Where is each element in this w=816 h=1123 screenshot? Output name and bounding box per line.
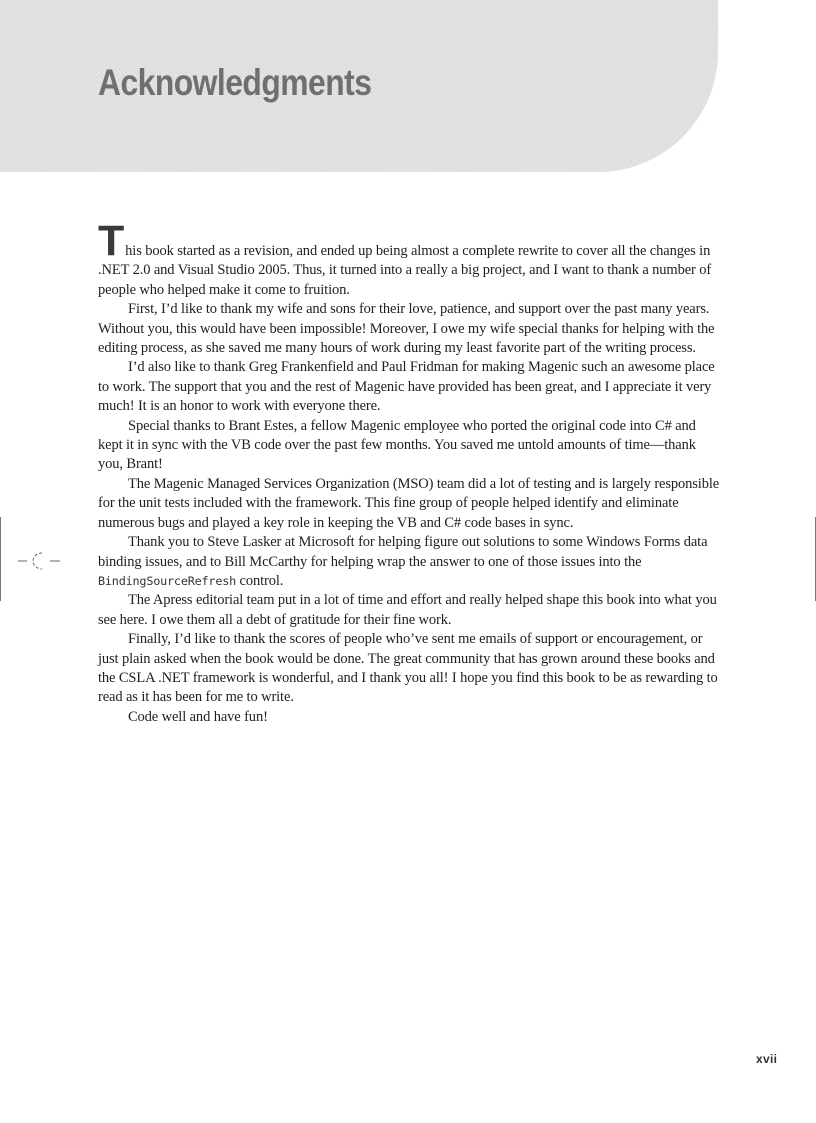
paragraph-family: First, I’d like to thank my wife and sons for their love, patience, and support over the past many years. Without you, this would have been impossible! Moreover, I owe my wife special thanks for helping with the editing process, as she saved me many hours of work during my least favorite part of the writing process. [98, 301, 715, 357]
drop-cap: T [98, 217, 125, 265]
chapter-title: Acknowledgments [98, 62, 372, 103]
paragraph-mso: The Magenic Managed Services Organization (MSO) team did a lot of testing and is largely responsible for the unit tests included with the framework. This fine group of people helped identify and eliminate numerous bugs and played a key role in keeping the VB and C# code bases in sync. [98, 475, 720, 531]
left-margin-line [0, 517, 1, 601]
paragraph-brant: Special thanks to Brant Estes, a fellow Magenic employee who ported the original code into C# and kept it in sync with the VB code over the past few months. You saved me untold amounts of time—thank you, Brant! [98, 417, 696, 473]
paragraph-magenic: I’d also like to thank Greg Frankenfield and Paul Fridman for making Magenic such an awesome place to work. The support that you and the rest of Magenic have provided has been great, and I appreciate it very much! It is an honor to work with everyone there. [98, 359, 715, 415]
paragraph-intro-text: his book started as a revision, and ended up being almost a complete rewrite to cover all the changes in .NET 2.0 and Visual Studio 2005. Thus, it turned into a really a big project, and I want to thank a number of people who helped make it come to fruition. [98, 243, 712, 298]
page-number: xvii [756, 1052, 778, 1066]
paragraph-intro [98, 217, 720, 300]
paragraph-community: Finally, I’d like to thank the scores of people who’ve sent me emails of support or encouragement, or just plain asked when the book would be done. The great community that has grown around these books and the CSLA .NET framework is wonderful, and I thank you all! I hope you find this book to be as rewarding to read as it has been for me to write. [98, 631, 718, 706]
acknowledgments-body [98, 217, 720, 727]
paragraph-lasker [98, 533, 720, 591]
paragraph-closing: Code well and have fun! [128, 708, 268, 725]
chapter-header-band [0, 0, 718, 172]
paragraph-lasker-text: Thank you to Steve Lasker at Microsoft for helping figure out solutions to some Windows Forms data binding issues, and to Bill McCarthy for helping wrap the answer to one of those issues into the [98, 534, 708, 570]
paragraph-lasker-end: control. [236, 572, 284, 589]
code-binding-source-refresh: BindingSourceRefresh [98, 573, 237, 588]
crop-mark-icon [18, 548, 62, 578]
paragraph-apress: The Apress editorial team put in a lot of time and effort and really helped shape this book into what you see here. I owe them all a debt of gratitude for their fine work. [98, 592, 717, 628]
